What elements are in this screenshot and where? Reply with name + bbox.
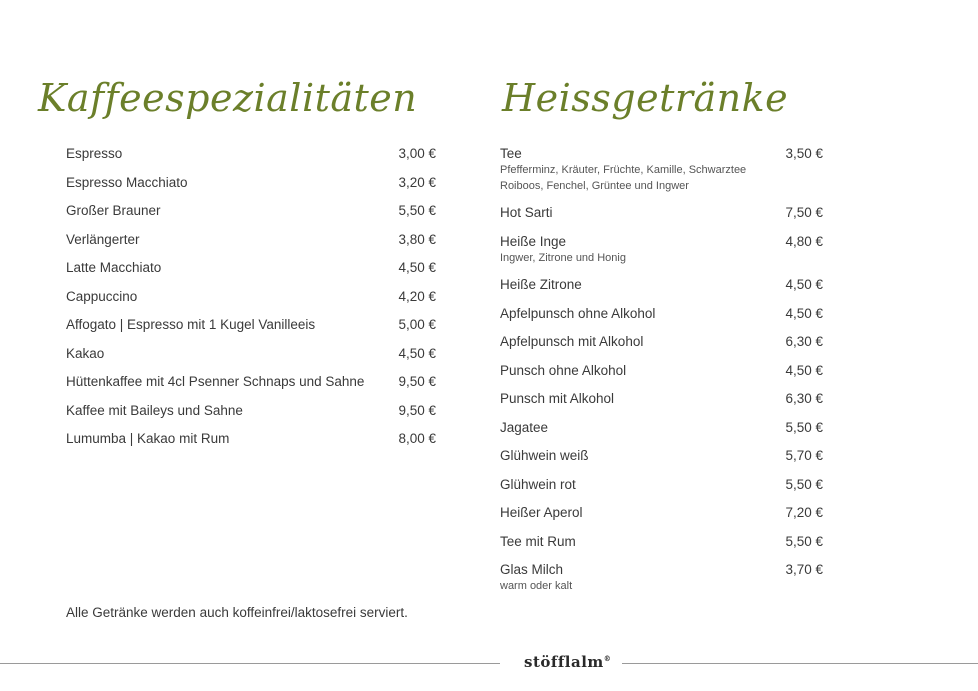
item-name: Tee mit Rum: [500, 533, 576, 549]
menu-item: [66, 145, 436, 174]
item-price: 6,30 €: [785, 391, 823, 406]
item-description: Ingwer, Zitrone und Honig: [500, 251, 626, 264]
item-name: Cappuccino: [66, 288, 138, 304]
item-price: 9,50 €: [398, 374, 436, 389]
item-price: 6,30 €: [785, 334, 823, 349]
menu-item: [500, 504, 823, 533]
item-price: 5,70 €: [785, 448, 823, 463]
item-name: Punsch mit Alkohol: [500, 391, 615, 406]
menu-item: [66, 174, 436, 203]
menu-item: [500, 233, 823, 277]
kaffee-list: [66, 145, 436, 459]
item-description: Roiboos, Fenchel, Grüntee und Ingwer: [500, 179, 689, 192]
menu-item: [66, 316, 436, 345]
item-name: Jagatee: [500, 419, 549, 435]
item-price: 3,70 €: [785, 562, 823, 577]
item-name: Hot Sarti: [500, 205, 553, 220]
item-name: Kaffee mit Baileys und Sahne: [66, 402, 243, 418]
menu-item: [500, 145, 823, 204]
item-price: 5,50 €: [398, 203, 436, 218]
item-name: Hüttenkaffee mit 4cl Psenner Schnaps und Sahne: [66, 374, 365, 389]
menu-item: [66, 402, 436, 431]
item-price: 4,80 €: [785, 233, 823, 249]
item-name: Kakao: [66, 345, 105, 361]
item-price: 7,20 €: [785, 505, 823, 520]
item-price: 5,50 €: [785, 476, 823, 492]
footer-divider-right: [622, 663, 978, 664]
heiss-heading: Heissgetränke: [502, 76, 789, 120]
item-name: Lumumba | Kakao mit Rum: [66, 431, 230, 446]
item-price: 3,00 €: [398, 146, 436, 161]
heiss-list: [500, 145, 823, 595]
menu-item: [500, 333, 823, 362]
item-price: 9,50 €: [398, 402, 436, 418]
item-name: Heiße Zitrone: [500, 277, 582, 292]
item-price: 4,50 €: [398, 260, 436, 275]
item-price: 4,20 €: [398, 288, 436, 304]
item-name: Tee: [500, 146, 522, 161]
menu-item: [66, 373, 436, 402]
registered-mark: ®: [603, 654, 612, 663]
menu-item: [500, 204, 823, 233]
menu-item: [500, 533, 823, 562]
item-name: Espresso: [66, 146, 123, 161]
menu-item: [500, 362, 823, 391]
menu-note: Alle Getränke werden auch koffeinfrei/laktosefrei serviert.: [66, 605, 408, 620]
menu-item: [500, 305, 823, 334]
item-name: Heißer Aperol: [500, 505, 583, 520]
menu-item: [66, 288, 436, 317]
item-name: Großer Brauner: [66, 203, 161, 218]
menu-item: [66, 231, 436, 260]
menu-item: [66, 259, 436, 288]
item-name: Verlängerter: [66, 231, 140, 247]
menu-item: [500, 447, 823, 476]
item-price: 5,00 €: [398, 317, 436, 332]
item-name: Apfelpunsch mit Alkohol: [500, 334, 644, 349]
item-name: Glas Milch: [500, 562, 564, 577]
menu-item: [66, 202, 436, 231]
item-price: 4,50 €: [785, 305, 823, 321]
item-name: Punsch ohne Alkohol: [500, 362, 627, 378]
menu-item: [500, 276, 823, 305]
item-name: Heiße Inge: [500, 233, 567, 249]
item-price: 3,80 €: [398, 231, 436, 247]
menu-item: [66, 345, 436, 374]
item-name: Glühwein rot: [500, 476, 576, 492]
logo-text: stöfflalm: [524, 653, 604, 671]
footer-divider-left: [0, 663, 500, 664]
item-price: 8,00 €: [398, 431, 436, 446]
item-description: warm oder kalt: [500, 580, 573, 592]
item-name: Glühwein weiß: [500, 448, 589, 463]
menu-item: [66, 430, 436, 459]
item-price: 4,50 €: [785, 277, 823, 292]
item-name: Affogato | Espresso mit 1 Kugel Vanilleeis: [66, 317, 316, 332]
item-price: 5,50 €: [785, 419, 823, 435]
item-price: 3,20 €: [398, 174, 436, 190]
menu-item: [500, 476, 823, 505]
item-name: Espresso Macchiato: [66, 174, 188, 190]
menu-item: [500, 390, 823, 419]
item-price: 7,50 €: [785, 205, 823, 220]
kaffee-heading: Kaffeespezialitäten: [38, 76, 418, 120]
item-name: Apfelpunsch ohne Alkohol: [500, 305, 656, 321]
item-price: 3,50 €: [785, 146, 823, 161]
menu-item: [500, 561, 823, 595]
item-price: 4,50 €: [398, 345, 436, 361]
brand-logo: [524, 653, 611, 671]
item-price: 4,50 €: [785, 362, 823, 378]
item-description: Pfefferminz, Kräuter, Früchte, Kamille, Schwarztee: [500, 164, 747, 176]
menu-item: [500, 419, 823, 448]
item-name: Latte Macchiato: [66, 260, 162, 275]
item-price: 5,50 €: [785, 533, 823, 549]
